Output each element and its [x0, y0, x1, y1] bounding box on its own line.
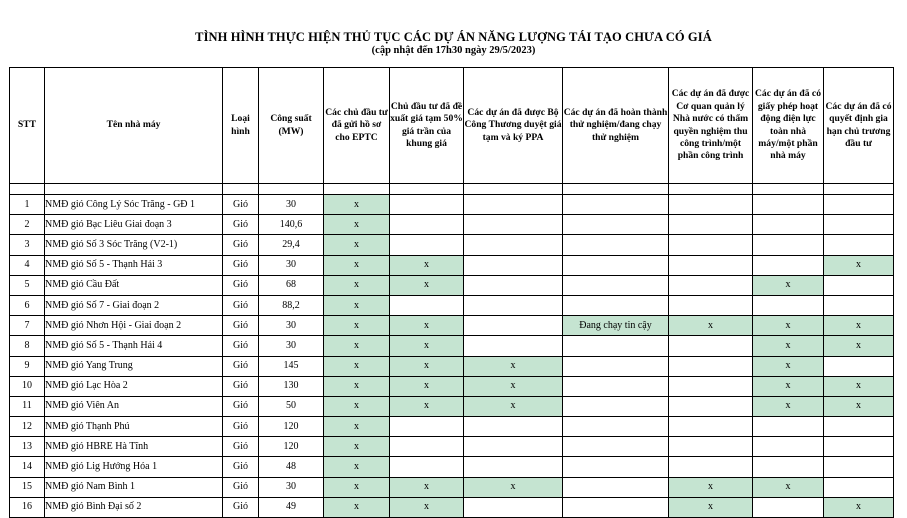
header-extension: Các dự án đã có quyết định gia hạn chủ trương đầu tư	[824, 68, 894, 184]
acceptance-cell	[669, 235, 753, 255]
trial-cell	[563, 336, 669, 356]
table-row	[10, 255, 894, 275]
spacer-cell	[45, 184, 223, 195]
eptc-cell: x	[324, 396, 390, 416]
eptc-cell: x	[324, 376, 390, 396]
ppa-cell	[464, 215, 563, 235]
trial-cell	[563, 417, 669, 437]
table-row	[10, 497, 894, 517]
table-body	[10, 184, 894, 518]
extension-cell	[824, 437, 894, 457]
trial-cell	[563, 457, 669, 477]
ppa-cell: x	[464, 356, 563, 376]
plant-name-cell: NMĐ gió Lig Hướng Hóa 1	[45, 457, 223, 477]
header-license: Các dự án đã có giấy phép hoạt động điện lực toàn nhà máy/một phần nhà máy	[753, 68, 824, 184]
spacer-cell	[563, 184, 669, 195]
header-stt: STT	[10, 68, 45, 184]
acceptance-cell	[669, 275, 753, 295]
capacity-cell: 130	[259, 376, 324, 396]
acceptance-cell	[669, 457, 753, 477]
eptc-cell: x	[324, 457, 390, 477]
stt-cell: 3	[10, 235, 45, 255]
plant-name-cell: NMĐ gió Số 5 - Thạnh Hải 3	[45, 255, 223, 275]
acceptance-cell	[669, 356, 753, 376]
stt-cell: 5	[10, 275, 45, 295]
stt-cell: 9	[10, 356, 45, 376]
type-cell: Gió	[223, 235, 259, 255]
extension-cell	[824, 295, 894, 315]
license-cell: x	[753, 396, 824, 416]
proposal-cell	[390, 295, 464, 315]
ppa-cell	[464, 295, 563, 315]
ppa-cell	[464, 336, 563, 356]
proposal-cell	[390, 235, 464, 255]
type-cell: Gió	[223, 275, 259, 295]
table-row	[10, 437, 894, 457]
projects-table	[9, 67, 894, 518]
header-row	[10, 68, 894, 184]
table-row	[10, 396, 894, 416]
eptc-cell: x	[324, 477, 390, 497]
acceptance-cell: x	[669, 497, 753, 517]
extension-cell: x	[824, 497, 894, 517]
plant-name-cell: NMĐ gió Viên An	[45, 396, 223, 416]
proposal-cell: x	[390, 396, 464, 416]
header-eptc: Các chủ đầu tư đã gửi hồ sơ cho EPTC	[324, 68, 390, 184]
ppa-cell	[464, 457, 563, 477]
acceptance-cell	[669, 255, 753, 275]
capacity-cell: 120	[259, 417, 324, 437]
trial-cell: Đang chạy tin cậy	[563, 316, 669, 336]
license-cell	[753, 295, 824, 315]
eptc-cell: x	[324, 497, 390, 517]
header-ppa: Các dự án đã được Bộ Công Thương duyệt giá tạm và ký PPA	[464, 68, 563, 184]
type-cell: Gió	[223, 497, 259, 517]
extension-cell	[824, 215, 894, 235]
proposal-cell: x	[390, 316, 464, 336]
ppa-cell	[464, 255, 563, 275]
type-cell: Gió	[223, 316, 259, 336]
eptc-cell: x	[324, 255, 390, 275]
type-cell: Gió	[223, 417, 259, 437]
trial-cell	[563, 376, 669, 396]
extension-cell: x	[824, 316, 894, 336]
ppa-cell	[464, 417, 563, 437]
capacity-cell: 30	[259, 255, 324, 275]
license-cell	[753, 417, 824, 437]
proposal-cell	[390, 195, 464, 215]
stt-cell: 2	[10, 215, 45, 235]
type-cell: Gió	[223, 396, 259, 416]
proposal-cell	[390, 417, 464, 437]
proposal-cell: x	[390, 477, 464, 497]
plant-name-cell: NMĐ gió Cầu Đất	[45, 275, 223, 295]
extension-cell	[824, 477, 894, 497]
spacer-cell	[259, 184, 324, 195]
plant-name-cell: NMĐ gió Số 5 - Thạnh Hải 4	[45, 336, 223, 356]
trial-cell	[563, 396, 669, 416]
header-acceptance: Các dự án đã được Cơ quan quản lý Nhà nước có thẩm quyền nghiệm thu công trình/một phần công trình	[669, 68, 753, 184]
plant-name-cell: NMĐ gió Nam Bình 1	[45, 477, 223, 497]
ppa-cell	[464, 235, 563, 255]
license-cell	[753, 255, 824, 275]
table-row	[10, 316, 894, 336]
type-cell: Gió	[223, 295, 259, 315]
plant-name-cell: NMĐ gió Số 7 - Giai đoạn 2	[45, 295, 223, 315]
ppa-cell	[464, 316, 563, 336]
eptc-cell: x	[324, 417, 390, 437]
table-row	[10, 376, 894, 396]
trial-cell	[563, 255, 669, 275]
capacity-cell: 30	[259, 336, 324, 356]
type-cell: Gió	[223, 336, 259, 356]
license-cell	[753, 437, 824, 457]
stt-cell: 4	[10, 255, 45, 275]
capacity-cell: 68	[259, 275, 324, 295]
extension-cell: x	[824, 396, 894, 416]
proposal-cell: x	[390, 376, 464, 396]
type-cell: Gió	[223, 477, 259, 497]
stt-cell: 6	[10, 295, 45, 315]
table-row	[10, 356, 894, 376]
header-price-proposal: Chủ đầu tư đã đề xuất giá tạm 50% giá trần của khung giá	[390, 68, 464, 184]
table-row	[10, 195, 894, 215]
proposal-cell	[390, 215, 464, 235]
plant-name-cell: NMĐ gió Số 3 Sóc Trăng (V2-1)	[45, 235, 223, 255]
trial-cell	[563, 275, 669, 295]
plant-name-cell: NMĐ gió Yang Trung	[45, 356, 223, 376]
trial-cell	[563, 295, 669, 315]
header-type: Loại hình	[223, 68, 259, 184]
eptc-cell: x	[324, 215, 390, 235]
page-title: TÌNH HÌNH THỰC HIỆN THỦ TỤC CÁC DỰ ÁN NĂNG LƯỢNG TÁI TẠO CHƯA CÓ GIÁ	[195, 30, 712, 44]
spacer-cell	[824, 184, 894, 195]
capacity-cell: 48	[259, 457, 324, 477]
type-cell: Gió	[223, 376, 259, 396]
proposal-cell	[390, 437, 464, 457]
license-cell	[753, 215, 824, 235]
capacity-cell: 30	[259, 477, 324, 497]
type-cell: Gió	[223, 437, 259, 457]
stt-cell: 1	[10, 195, 45, 215]
acceptance-cell	[669, 396, 753, 416]
acceptance-cell	[669, 437, 753, 457]
acceptance-cell	[669, 417, 753, 437]
license-cell: x	[753, 356, 824, 376]
header-trial: Các dự án đã hoàn thành thử nghiệm/đang chạy thử nghiệm	[563, 68, 669, 184]
extension-cell	[824, 195, 894, 215]
acceptance-cell	[669, 376, 753, 396]
type-cell: Gió	[223, 215, 259, 235]
spacer-cell	[390, 184, 464, 195]
stt-cell: 12	[10, 417, 45, 437]
trial-cell	[563, 356, 669, 376]
license-cell: x	[753, 376, 824, 396]
trial-cell	[563, 497, 669, 517]
trial-cell	[563, 235, 669, 255]
eptc-cell: x	[324, 437, 390, 457]
table-row	[10, 215, 894, 235]
extension-cell	[824, 356, 894, 376]
stt-cell: 13	[10, 437, 45, 457]
extension-cell	[824, 235, 894, 255]
table-row	[10, 235, 894, 255]
license-cell: x	[753, 336, 824, 356]
stt-cell: 7	[10, 316, 45, 336]
extension-cell: x	[824, 336, 894, 356]
capacity-cell: 88,2	[259, 295, 324, 315]
eptc-cell: x	[324, 275, 390, 295]
capacity-cell: 29,4	[259, 235, 324, 255]
acceptance-cell: x	[669, 316, 753, 336]
plant-name-cell: NMĐ gió Nhơn Hội - Giai đoạn 2	[45, 316, 223, 336]
ppa-cell	[464, 497, 563, 517]
capacity-cell: 140,6	[259, 215, 324, 235]
trial-cell	[563, 477, 669, 497]
ppa-cell: x	[464, 396, 563, 416]
license-cell: x	[753, 275, 824, 295]
capacity-cell: 49	[259, 497, 324, 517]
stt-cell: 11	[10, 396, 45, 416]
proposal-cell: x	[390, 356, 464, 376]
spacer-cell	[753, 184, 824, 195]
header-plant-name: Tên nhà máy	[45, 68, 223, 184]
acceptance-cell	[669, 215, 753, 235]
license-cell	[753, 457, 824, 477]
header-capacity: Công suất (MW)	[259, 68, 324, 184]
acceptance-cell: x	[669, 477, 753, 497]
trial-cell	[563, 437, 669, 457]
stt-cell: 8	[10, 336, 45, 356]
table-row	[10, 477, 894, 497]
trial-cell	[563, 195, 669, 215]
spacer-cell	[324, 184, 390, 195]
ppa-cell	[464, 195, 563, 215]
plant-name-cell: NMĐ gió Thạnh Phú	[45, 417, 223, 437]
capacity-cell: 145	[259, 356, 324, 376]
eptc-cell: x	[324, 235, 390, 255]
capacity-cell: 120	[259, 437, 324, 457]
plant-name-cell: NMĐ gió Bạc Liêu Giai đoạn 3	[45, 215, 223, 235]
capacity-cell: 30	[259, 316, 324, 336]
eptc-cell: x	[324, 316, 390, 336]
acceptance-cell	[669, 195, 753, 215]
extension-cell	[824, 417, 894, 437]
plant-name-cell: NMĐ gió Bình Đại số 2	[45, 497, 223, 517]
stt-cell: 16	[10, 497, 45, 517]
eptc-cell: x	[324, 356, 390, 376]
type-cell: Gió	[223, 457, 259, 477]
spacer-cell	[223, 184, 259, 195]
ppa-cell: x	[464, 477, 563, 497]
extension-cell: x	[824, 376, 894, 396]
plant-name-cell: NMĐ gió Công Lý Sóc Trăng - GĐ 1	[45, 195, 223, 215]
proposal-cell	[390, 457, 464, 477]
plant-name-cell: NMĐ gió Lạc Hòa 2	[45, 376, 223, 396]
proposal-cell: x	[390, 275, 464, 295]
table-row	[10, 295, 894, 315]
license-cell	[753, 235, 824, 255]
license-cell: x	[753, 477, 824, 497]
proposal-cell: x	[390, 336, 464, 356]
ppa-cell: x	[464, 376, 563, 396]
table-row	[10, 275, 894, 295]
acceptance-cell	[669, 295, 753, 315]
eptc-cell: x	[324, 295, 390, 315]
table-row	[10, 336, 894, 356]
stt-cell: 10	[10, 376, 45, 396]
capacity-cell: 50	[259, 396, 324, 416]
plant-name-cell: NMĐ gió HBRE Hà Tĩnh	[45, 437, 223, 457]
spacer-cell	[669, 184, 753, 195]
type-cell: Gió	[223, 255, 259, 275]
table-row	[10, 457, 894, 477]
spacer-row	[10, 184, 894, 195]
update-note: (cập nhật đến 17h30 ngày 29/5/2023)	[371, 45, 536, 56]
ppa-cell	[464, 437, 563, 457]
proposal-cell: x	[390, 255, 464, 275]
license-cell	[753, 497, 824, 517]
type-cell: Gió	[223, 356, 259, 376]
spacer-cell	[464, 184, 563, 195]
ppa-cell	[464, 275, 563, 295]
eptc-cell: x	[324, 195, 390, 215]
type-cell: Gió	[223, 195, 259, 215]
proposal-cell: x	[390, 497, 464, 517]
acceptance-cell	[669, 336, 753, 356]
stt-cell: 14	[10, 457, 45, 477]
extension-cell	[824, 457, 894, 477]
extension-cell	[824, 275, 894, 295]
capacity-cell: 30	[259, 195, 324, 215]
spacer-cell	[10, 184, 45, 195]
eptc-cell: x	[324, 336, 390, 356]
license-cell	[753, 195, 824, 215]
trial-cell	[563, 215, 669, 235]
table-row	[10, 417, 894, 437]
extension-cell: x	[824, 255, 894, 275]
stt-cell: 15	[10, 477, 45, 497]
license-cell: x	[753, 316, 824, 336]
